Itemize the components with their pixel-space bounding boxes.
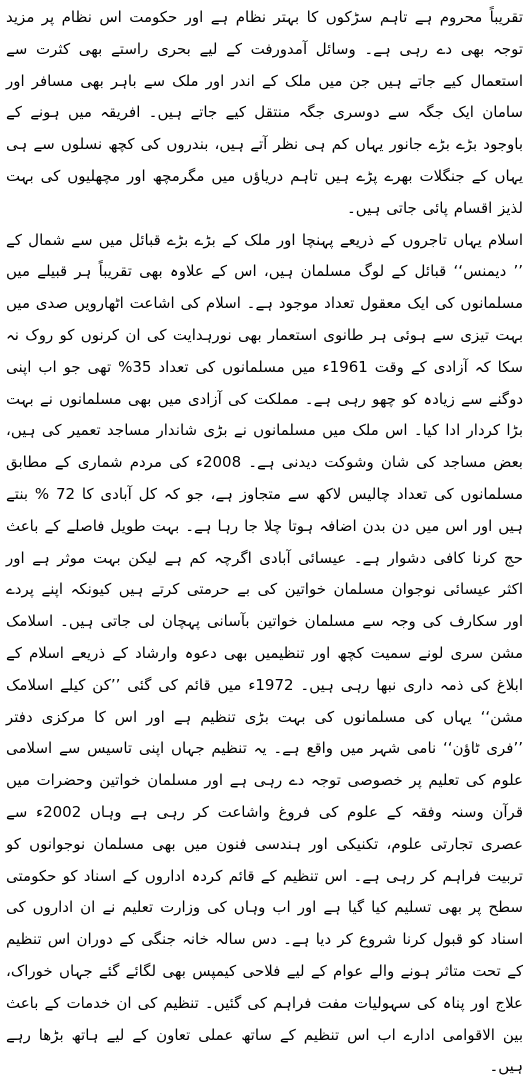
- paragraph-islam-history: اسلام یہاں تاجروں کے ذریعے پہنچا اور ملک کے بڑے بڑے قبائل میں سے شمال کے ’’ دیمنس‘‘ قبائل کے لوگ مسلمان ہیں، اس کے علاوہ بھی تقریباً ہر قبیلے میں مسلمانوں کی ایک معقول تعداد موجود ہے۔ اسلام کی اشاعت اٹھارویں صدی میں بہت تیزی سے ہوئی ہر طانوی استعمار بھی نورہدایت کی ان کرنوں کو روک نہ سکا کہ آزادی کے وقت 1961ء میں مسلمانوں کی تعداد 35% تھی جو اب اپنی دوگنے سے زیادہ کو چھو رہی ہے۔ مملکت کی آزادی میں بھی مسلمانوں نے بہت بڑا کردار ادا کیا۔ اس ملک میں مسلمانوں نے بڑی شاندار مساجد تعمیر کی ہیں، بعض مساجد کی شان وشوکت دیدنی ہے۔ 2008ء کی مردم شماری کے مطابق مسلمانوں کی تعداد چالیس لاکھ سے متجاوز ہے، جو کہ کل آبادی کا 72 % بنتے ہیں اور اس میں دن بدن اضافہ ہوتا چلا جا رہا ہے۔ بہت طویل فاصلے کے باعث حج کرنا کافی دشوار ہے۔ عیسائی آبادی اگرچہ کم ہے لیکن بہت موثر ہے اور اکثر عیسائی نوجوان مسلمان خواتین کی بے حرمتی کرتے ہیں کیونکہ اپنے پردے اور سکارف کی وجہ سے مسلمان خواتین بآسانی پہچان لی جاتی ہیں۔ اسلامک مشن سری لونے سمیت کچھ اور تنظیمیں بھی دعوہ وارشاد کے ذریعے اسلام کے ابلاغ کی ذمہ داری نبھا رہی ہیں۔ 1972ء میں قائم کی گئی ’’کن کیلے اسلامک مشن‘‘ یہاں کی مسلمانوں کی بہت بڑی تنظیم ہے اور اس کا مرکزی دفتر ’’فری ٹاؤن‘‘ نامی شہر میں واقع ہے۔ یہ تنظیم جہاں اپنی تاسیس سے اسلامی علوم کی تعلیم پر خصوصی توجہ دے رہی ہے اور مسلمان خواتین وحضرات میں قرآن وسنہ وفقہ کے علوم کی فروغ واشاعت کر رہی ہے وہاں 2002ء سے عصری تجارتی علوم، تکنیکی اور ہندسی فنون میں بھی مسلمان نوجوانوں کو تربیت فراہم کر رہی ہے۔ اس تنظیم کے قائم کردہ اداروں کے اسناد کو حکومتی سطح پر بھی تسلیم کیا گیا ہے اور اب وہاں کی وزارت تعلیم نے ان اداروں کی اسناد کو قبول کرنا شروع کر دیا ہے۔ دس سالہ خانہ جنگی کے دوران اس تنظیم کے تحت متاثر ہونے والے عوام کے لیے فلاحی کیمپس بھی لگائے گئے جہاں خوراک، علاج اور پناہ کی سہولیات مفت فراہم کی گئیں۔ تنظیم کی ان خدمات کے باعث بین الاقوامی ادارے اب اس تنظیم کے ساتھ عملی تعاون کے لیے ہاتھ بڑھا رہے ہیں۔: [6, 230, 524, 1076]
- paragraph-transport-wildlife: تقریباً محروم ہے تاہم سڑکوں کا بہتر نظام ہے اور حکومت اس نظام پر مزید توجہ بھی دے رہی ہے۔ وسائل آمدورفت کے لیے بحری راستے بھی کثرت سے استعمال کیے جاتے ہیں جن میں ملک کے اندر اور ملک سے باہر بھی مسافر اور سامان ایک جگہ سے دوسری جگہ منتقل کیے جاتے ہیں۔ افریقہ میں ہونے کے باوجود بڑے بڑے جانور یہاں کم ہی نظر آتے ہیں، بندروں کی کچھ نسلوں سے ہی یہاں کے جنگلات بھرے پڑے ہیں تاہم دریاؤں میں مگرمچھ اور مچھلیوں کی بہت لذیز اقسام پائی جاتی ہیں۔: [6, 8, 523, 217]
